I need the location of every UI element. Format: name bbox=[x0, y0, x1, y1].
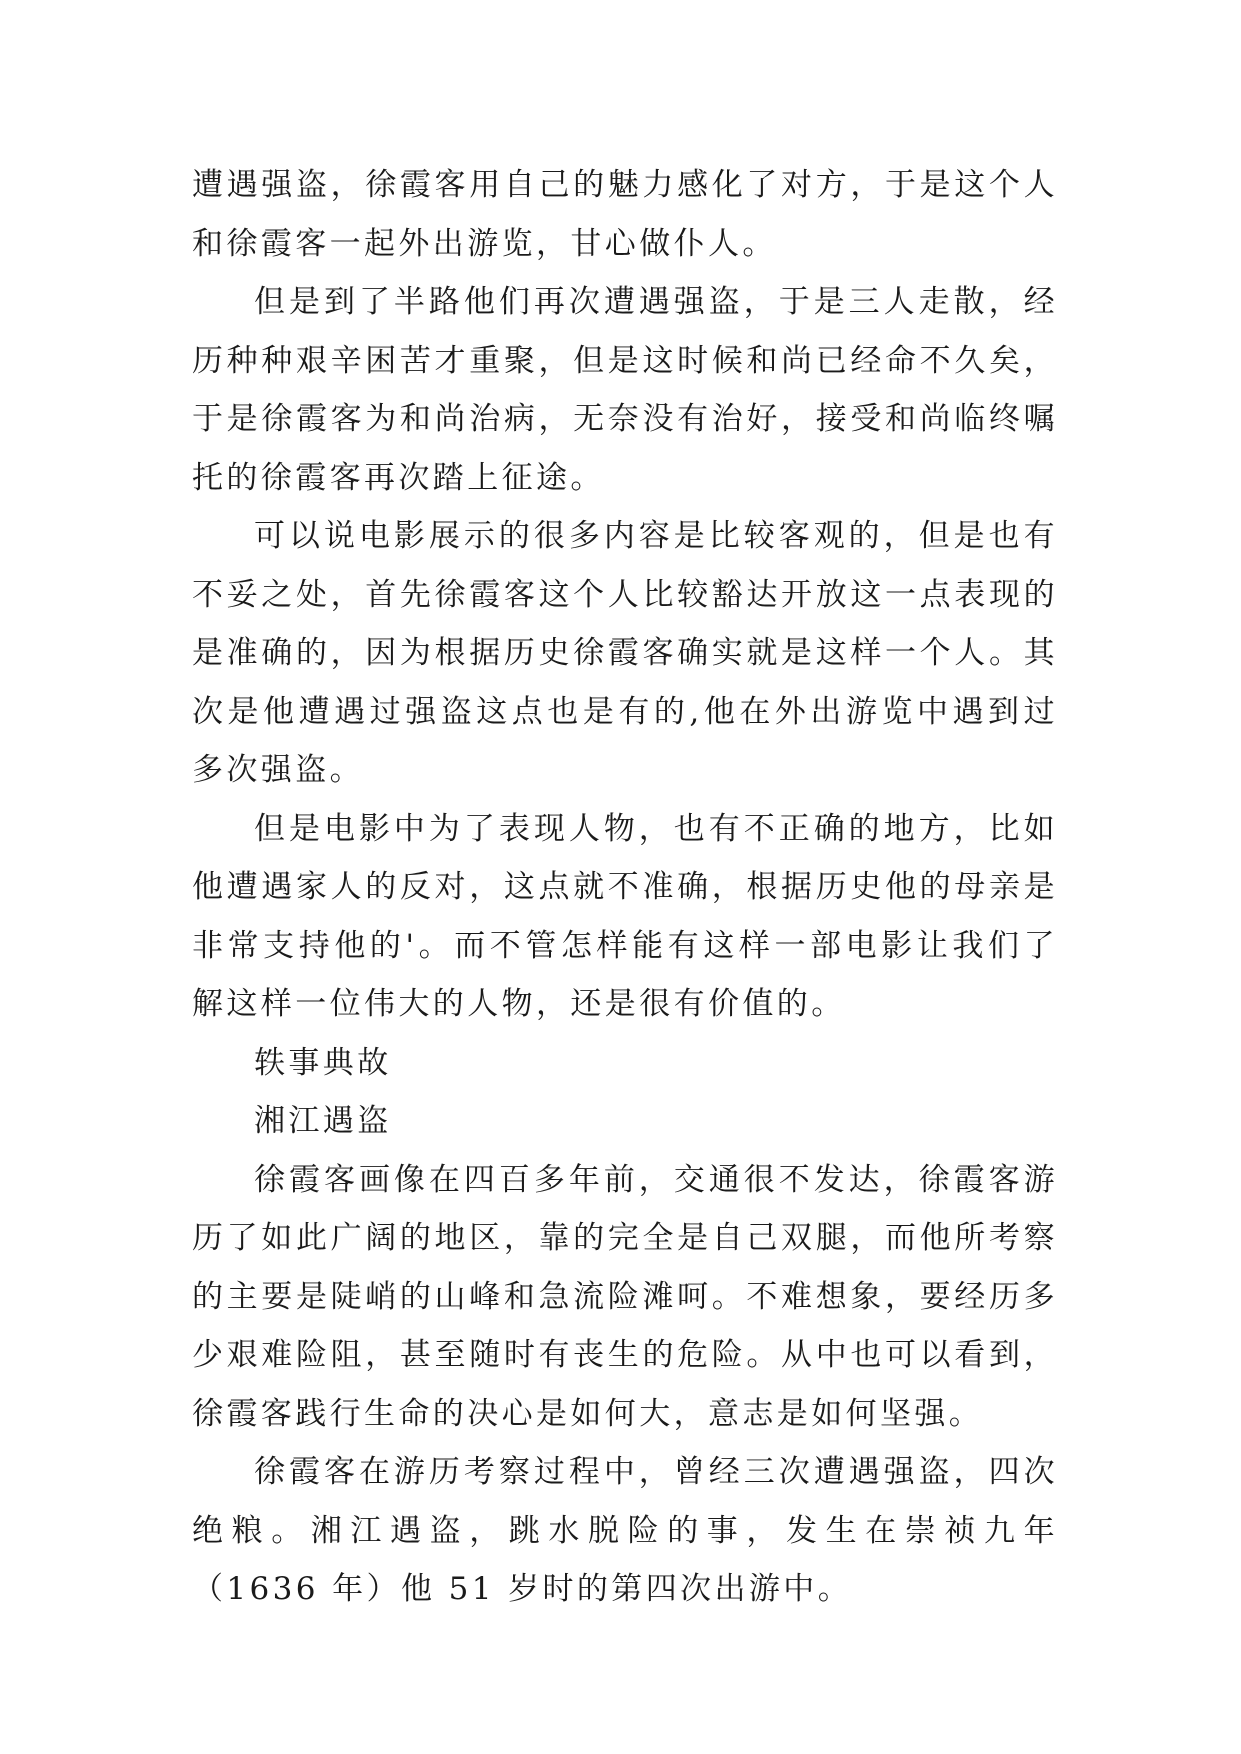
paragraph-2: 但是到了半路他们再次遭遇强盗，于是三人走散，经历种种艰辛困苦才重聚，但是这时候和尚已经命不久矣，于是徐霞客为和尚治病，无奈没有治好，接受和尚临终嘱托的徐霞客再次踏上征途。 bbox=[192, 284, 1058, 496]
paragraph-4: 但是电影中为了表现人物，也有不正确的地方，比如他遭遇家人的反对，这点就不准确，根据历史他的母亲是非常支持他的'。而不管怎样能有这样一部电影让我们了解这样一位伟大的人物，还是很有价值的。 bbox=[192, 810, 1058, 1022]
paragraph-3: 可以说电影展示的很多内容是比较客观的，但是也有不妥之处，首先徐霞客这个人比较豁达开放这一点表现的是准确的，因为根据历史徐霞客确实就是这样一个人。其次是他遭遇过强盗这点也是有的,他在外出游览中遇到过多次强盗。 bbox=[192, 518, 1058, 788]
paragraph-6: 徐霞客在游历考察过程中，曾经三次遭遇强盗，四次绝粮。湘江遇盗，跳水脱险的事，发生在崇祯九年（1636 年）他 51 岁时的第四次出游中。 bbox=[192, 1454, 1058, 1607]
subsection-heading-xiangjiang: 湘江遇盗 bbox=[254, 1103, 392, 1139]
document-body bbox=[192, 156, 1058, 1619]
paragraph-5: 徐霞客画像在四百多年前，交通很不发达，徐霞客游历了如此广阔的地区，靠的完全是自己双腿，而他所考察的主要是陡峭的山峰和急流险滩呵。不难想象，要经历多少艰难险阻，甚至随时有丧生的危险。从中也可以看到，徐霞客践行生命的决心是如何大，意志是如何坚强。 bbox=[192, 1161, 1058, 1432]
paragraph-1: 遭遇强盗，徐霞客用自己的魅力感化了对方，于是这个人和徐霞客一起外出游览，甘心做仆人。 bbox=[192, 167, 1058, 262]
section-heading-anecdotes: 轶事典故 bbox=[254, 1044, 392, 1081]
